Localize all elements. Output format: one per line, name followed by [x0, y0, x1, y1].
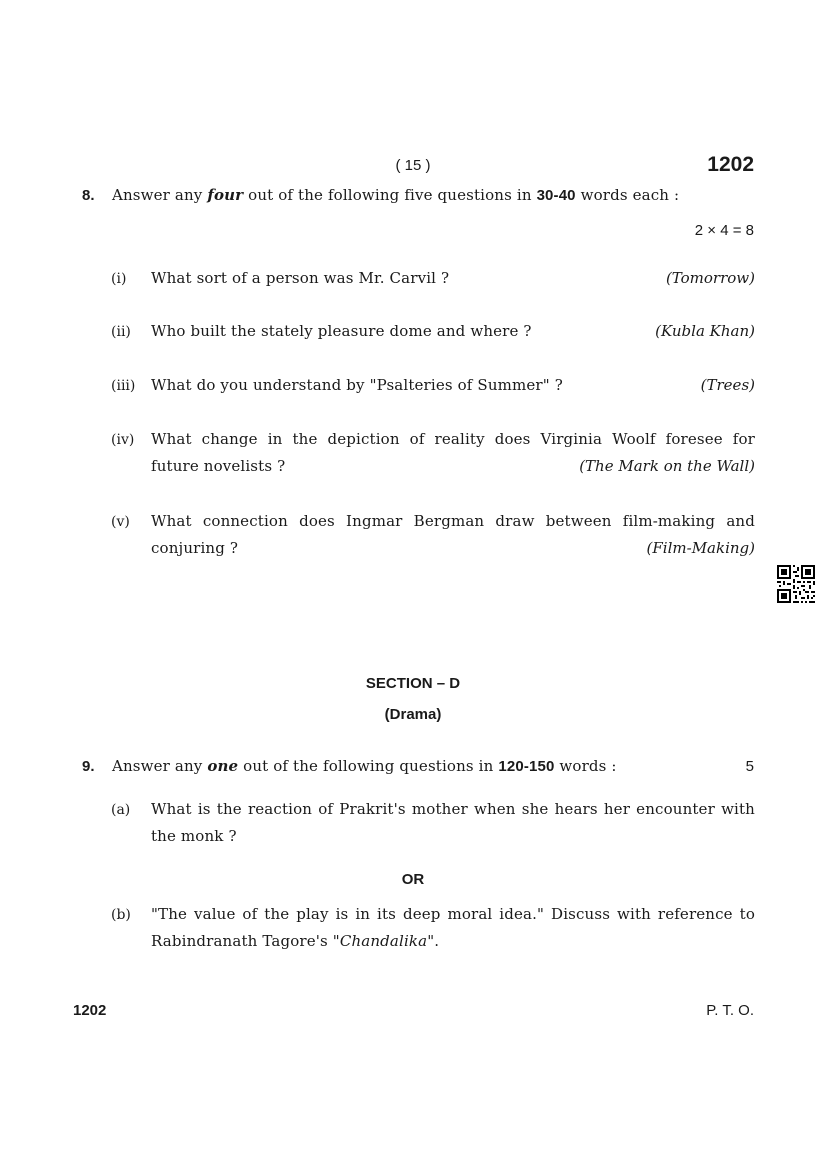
q8-item-1-number: (i): [111, 271, 127, 287]
q9-intro-after: words :: [554, 757, 617, 775]
q8-item-2-number: (ii): [111, 324, 131, 340]
question-9-instruction: [112, 757, 672, 775]
q8-intro-strong: 30-40: [536, 187, 576, 204]
q9-b-play-title: Chandalika: [339, 932, 428, 950]
q9-b-line-2: [151, 932, 439, 950]
q9-b-number: (b): [111, 907, 131, 923]
footer-paper-code: 1202: [73, 1002, 107, 1019]
q8-item-5-line-2: conjuring ?: [151, 539, 239, 557]
q8-item-1-text: What sort of a person was Mr. Carvil ?: [151, 269, 450, 287]
q8-item-1-source: (Tomorrow): [665, 269, 755, 287]
q8-item-2-source: (Kubla Khan): [655, 322, 755, 340]
q8-item-3-source: (Trees): [700, 376, 755, 394]
page-number: ( 15 ): [395, 157, 431, 174]
section-title: SECTION – D: [365, 675, 461, 692]
q8-item-4-source: (The Mark on the Wall): [579, 457, 755, 475]
q8-intro-before: Answer any: [112, 186, 208, 204]
q9-b-line-2-before: Rabindranath Tagore's ": [151, 932, 340, 950]
q9-intro-middle: out of the following questions in: [238, 757, 499, 775]
footer-pto: P. T. O.: [706, 1002, 754, 1019]
question-9-number: 9.: [82, 758, 95, 775]
question-8-number: 8.: [82, 187, 95, 204]
q9-b-line-1: "The value of the play is in its deep moral idea." Discuss with reference to: [151, 905, 755, 923]
q8-intro-middle: out of the following five questions in: [243, 186, 537, 204]
question-8-marks: 2 × 4 = 8: [694, 222, 754, 239]
q8-item-2-text: Who built the stately pleasure dome and where ?: [151, 322, 532, 340]
q8-intro-after: words each :: [575, 186, 680, 204]
question-9-marks: 5: [745, 758, 754, 775]
paper-code-header: 1202: [707, 153, 754, 176]
q9-intro-emph: one: [207, 757, 239, 775]
qr-code-icon: [777, 565, 815, 603]
q8-item-5-line-1: What connection does Ingmar Bergman draw between film-making and: [151, 512, 755, 530]
q8-item-5-source: (Film-Making): [646, 539, 755, 557]
q8-intro-emph: four: [207, 186, 244, 204]
question-8-instruction: [112, 186, 712, 204]
q8-item-4-number: (iv): [111, 432, 135, 448]
q9-a-number: (a): [111, 802, 131, 818]
q9-a-line-1: What is the reaction of Prakrit's mother when she hears her encounter with: [151, 800, 755, 818]
q8-item-4-line-1: What change in the depiction of reality does Virginia Woolf foresee for: [151, 430, 755, 448]
q8-item-3-text: What do you understand by "Psalteries of Summer" ?: [151, 376, 563, 394]
q8-item-4-line-2: future novelists ?: [151, 457, 286, 475]
q8-item-3-number: (iii): [111, 378, 136, 394]
section-subtitle: (Drama): [384, 706, 442, 723]
q9-b-line-2-after: ".: [427, 932, 440, 950]
q9-intro-strong: 120-150: [498, 758, 555, 775]
or-divider: OR: [401, 871, 425, 888]
q8-item-5-number: (v): [111, 514, 130, 530]
q9-a-line-2: the monk ?: [151, 827, 237, 845]
q9-intro-before: Answer any: [112, 757, 208, 775]
